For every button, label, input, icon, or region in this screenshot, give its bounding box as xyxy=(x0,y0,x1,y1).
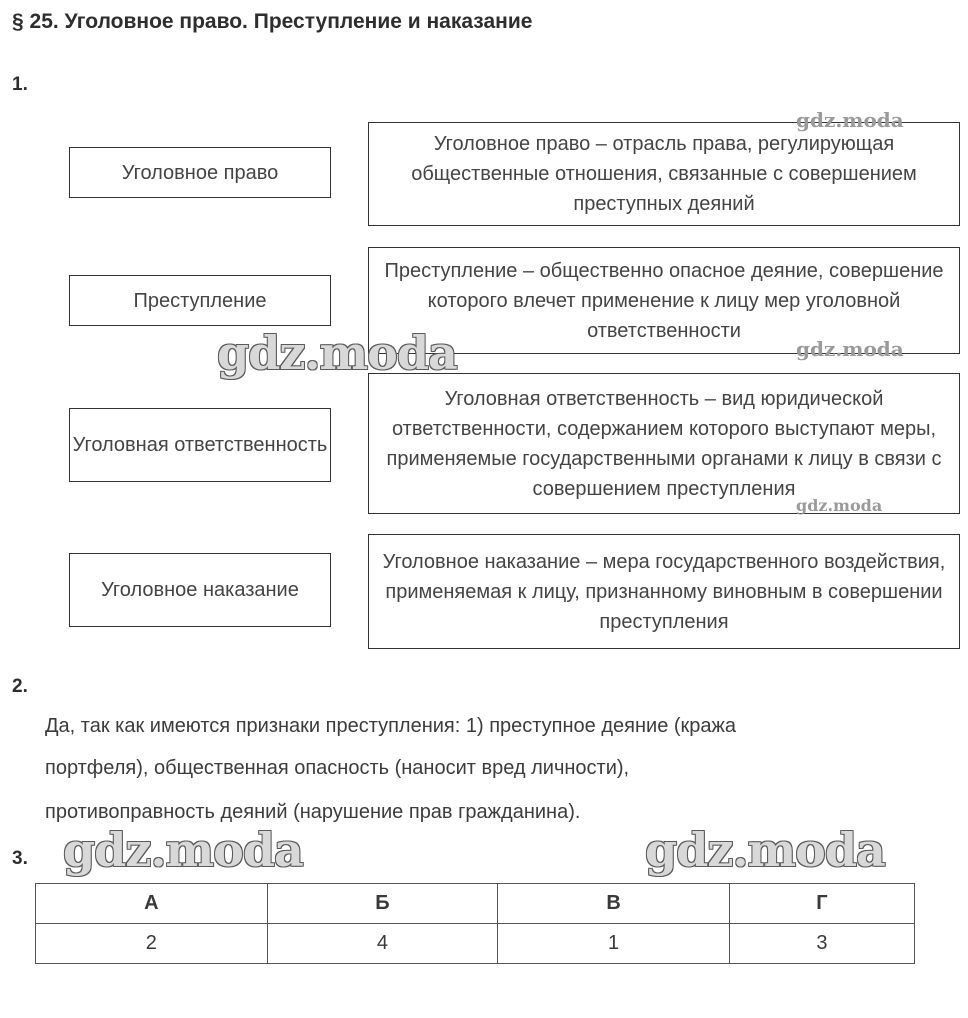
table-header-cell: А xyxy=(36,884,268,924)
definition-box-criminal-law: Уголовное право – отрасль права, регулирующая общественные отношения, связанные с совершением преступных деяний xyxy=(368,122,960,226)
term-box-crime: Преступление xyxy=(69,275,331,326)
section-number-3: 3. xyxy=(12,848,28,869)
table-row xyxy=(36,924,915,964)
answer-line-2: портфеля), общественная опасность (наносит вред личности), xyxy=(45,757,630,779)
answer-line-3: противоправность деяний (нарушение прав гражданина). xyxy=(45,801,581,823)
watermark-large: gdz.moda xyxy=(217,326,457,380)
term-box-criminal-law: Уголовное право xyxy=(69,147,331,198)
watermark-small: gdz.moda xyxy=(796,108,904,132)
page-title: § 25. Уголовное право. Преступление и наказание xyxy=(12,10,533,33)
watermark-small: gdz.moda xyxy=(796,496,883,515)
answer-line-1: Да, так как имеются признаки преступления: 1) преступное деяние (кража xyxy=(45,715,737,737)
answer-table xyxy=(35,883,915,964)
definition-box-crime: Преступление – общественно опасное деяние, совершение которого влечет применение к лицу мер уголовной ответственности xyxy=(368,247,960,354)
table-header-row xyxy=(36,884,915,924)
term-box-criminal-punishment: Уголовное наказание xyxy=(69,553,331,627)
watermark-large: gdz.moda xyxy=(645,823,885,877)
section-number-1: 1. xyxy=(12,74,28,95)
watermark-small: gdz.moda xyxy=(796,337,904,361)
table-cell: 3 xyxy=(729,924,914,964)
table-cell: 4 xyxy=(267,924,498,964)
watermark-large: gdz.moda xyxy=(63,823,303,877)
table-header-cell: Г xyxy=(729,884,914,924)
definition-box-criminal-punishment: Уголовное наказание – мера государственного воздействия, применяемая к лицу, признанному виновным в совершении преступления xyxy=(368,534,960,649)
table-cell: 1 xyxy=(498,924,730,964)
term-box-criminal-liability: Уголовная ответственность xyxy=(69,408,331,482)
table-header-cell: Б xyxy=(267,884,498,924)
table-header-cell: В xyxy=(498,884,730,924)
table-cell: 2 xyxy=(36,924,268,964)
section-number-2: 2. xyxy=(12,676,28,697)
definition-box-criminal-liability: Уголовная ответственность – вид юридической ответственности, содержанием которого выступают меры, применяемые государственными органами к лицу в связи с совершением преступления xyxy=(368,373,960,514)
